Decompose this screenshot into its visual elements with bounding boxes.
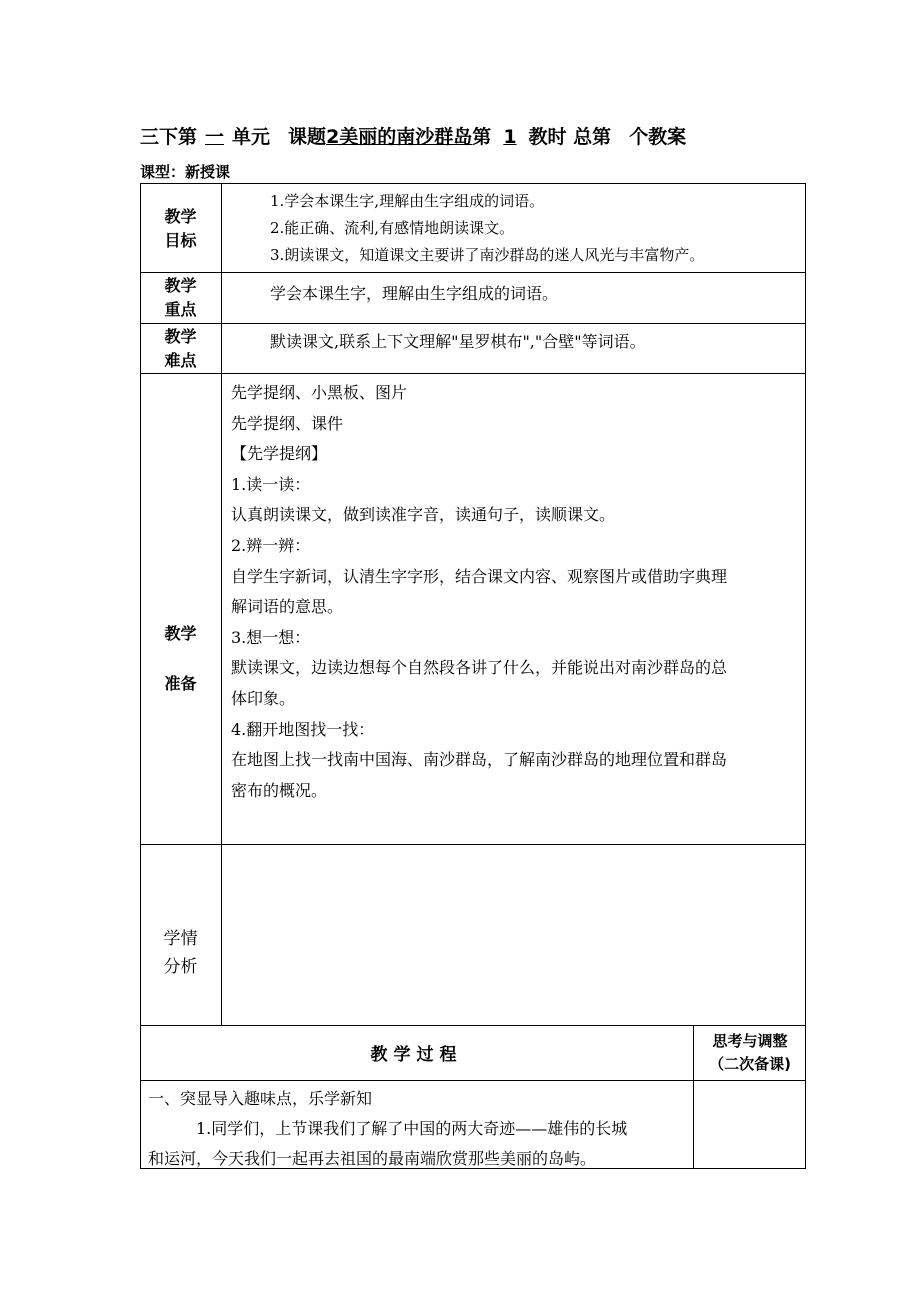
preparation-line: 密布的概况。 [231, 780, 328, 800]
process-line: 1.同学们，上节课我们了解了中国的两大奇迹——雄伟的长城 [196, 1119, 628, 1138]
preparation-line: 1.读一读： [231, 474, 311, 494]
objective-item: 2.能正确、流利,有感情地朗读课文。 [270, 219, 515, 237]
objective-item: 3.朗读课文，知道课文主要讲了南沙群岛的迷人风光与丰富物产。 [270, 246, 705, 264]
lesson-plan-title [140, 122, 820, 152]
lesson-type: 课型：新授课 [140, 163, 231, 181]
plan-number-blank [611, 126, 629, 148]
preparation-line: 体印象。 [231, 688, 296, 708]
teaching-process-content [148, 1084, 627, 1174]
title-unit-suffix: 单元 [232, 126, 271, 148]
preparation-line: 在地图上找一找南中国海、南沙群岛，了解南沙群岛的地理位置和群岛 [231, 750, 728, 770]
row-divider [140, 1025, 806, 1026]
title-grade-prefix: 三下第 [140, 126, 198, 148]
row-divider [140, 1080, 806, 1081]
preparation-label-2: 准备 [164, 674, 197, 693]
objectives-label: 教学 目标 [164, 207, 197, 250]
preparation-line: 先学提纲、课件 [231, 413, 344, 433]
title-plan-suffix: 个教案 [629, 126, 687, 148]
analysis-label: 学情 分析 [163, 929, 198, 977]
label-column-divider [221, 183, 222, 1025]
preparation-line: 默读课文，边读边想每个自然段各讲了什么，并能说出对南沙群岛的总 [231, 658, 728, 678]
preparation-label-1: 教学 [164, 624, 197, 643]
row-divider [140, 272, 806, 273]
objectives-list [270, 188, 704, 269]
process-line: 一、突显导入趣味点，乐学新知 [148, 1089, 373, 1108]
title-period-prefix: 第 [472, 126, 492, 148]
difficulties-label: 教学 难点 [164, 327, 197, 370]
reflection-heading: 思考与调整 （二次备课) [709, 1032, 791, 1073]
teaching-process-heading: 教学过程 [370, 1045, 463, 1065]
preparation-line: 解词语的意思。 [231, 597, 344, 617]
preparation-line: 3.想一想： [231, 627, 311, 647]
preparation-line: 认真朗读课文，做到读准字音，读通句子，读顺课文。 [231, 505, 616, 525]
preparation-content [231, 378, 727, 806]
objective-item: 1.学会本课生字,理解由生字组成的词语。 [270, 192, 545, 210]
preparation-line: 2.辨一辨： [231, 535, 311, 555]
title-period-suffix: 教时 总第 [528, 126, 612, 148]
key-points-text: 学会本课生字，理解由生字组成的词语。 [270, 284, 559, 303]
period-number: 1 [503, 126, 517, 148]
lesson-name: 2美丽的南沙群岛 [326, 126, 473, 148]
preparation-line: 4.翻开地图找一找： [231, 719, 375, 739]
process-line: 和运河，今天我们一起再去祖国的最南端欣赏那些美丽的岛屿。 [148, 1149, 597, 1168]
preparation-line: 【先学提纲】 [231, 444, 328, 464]
unit-number: 一 [205, 126, 225, 148]
row-divider [140, 323, 806, 324]
row-divider [140, 373, 806, 374]
preparation-line: 自学生字新词，认清生字字形，结合课文内容、观察图片或借助字典理 [231, 566, 728, 586]
key-points-label: 教学 重点 [164, 276, 197, 319]
preparation-line: 先学提纲、小黑板、图片 [231, 383, 408, 402]
row-divider [140, 844, 806, 845]
title-topic-prefix: 课题 [288, 126, 327, 148]
difficulties-text: 默读课文,联系上下文理解"星罗棋布","合壁"等词语。 [270, 332, 646, 351]
